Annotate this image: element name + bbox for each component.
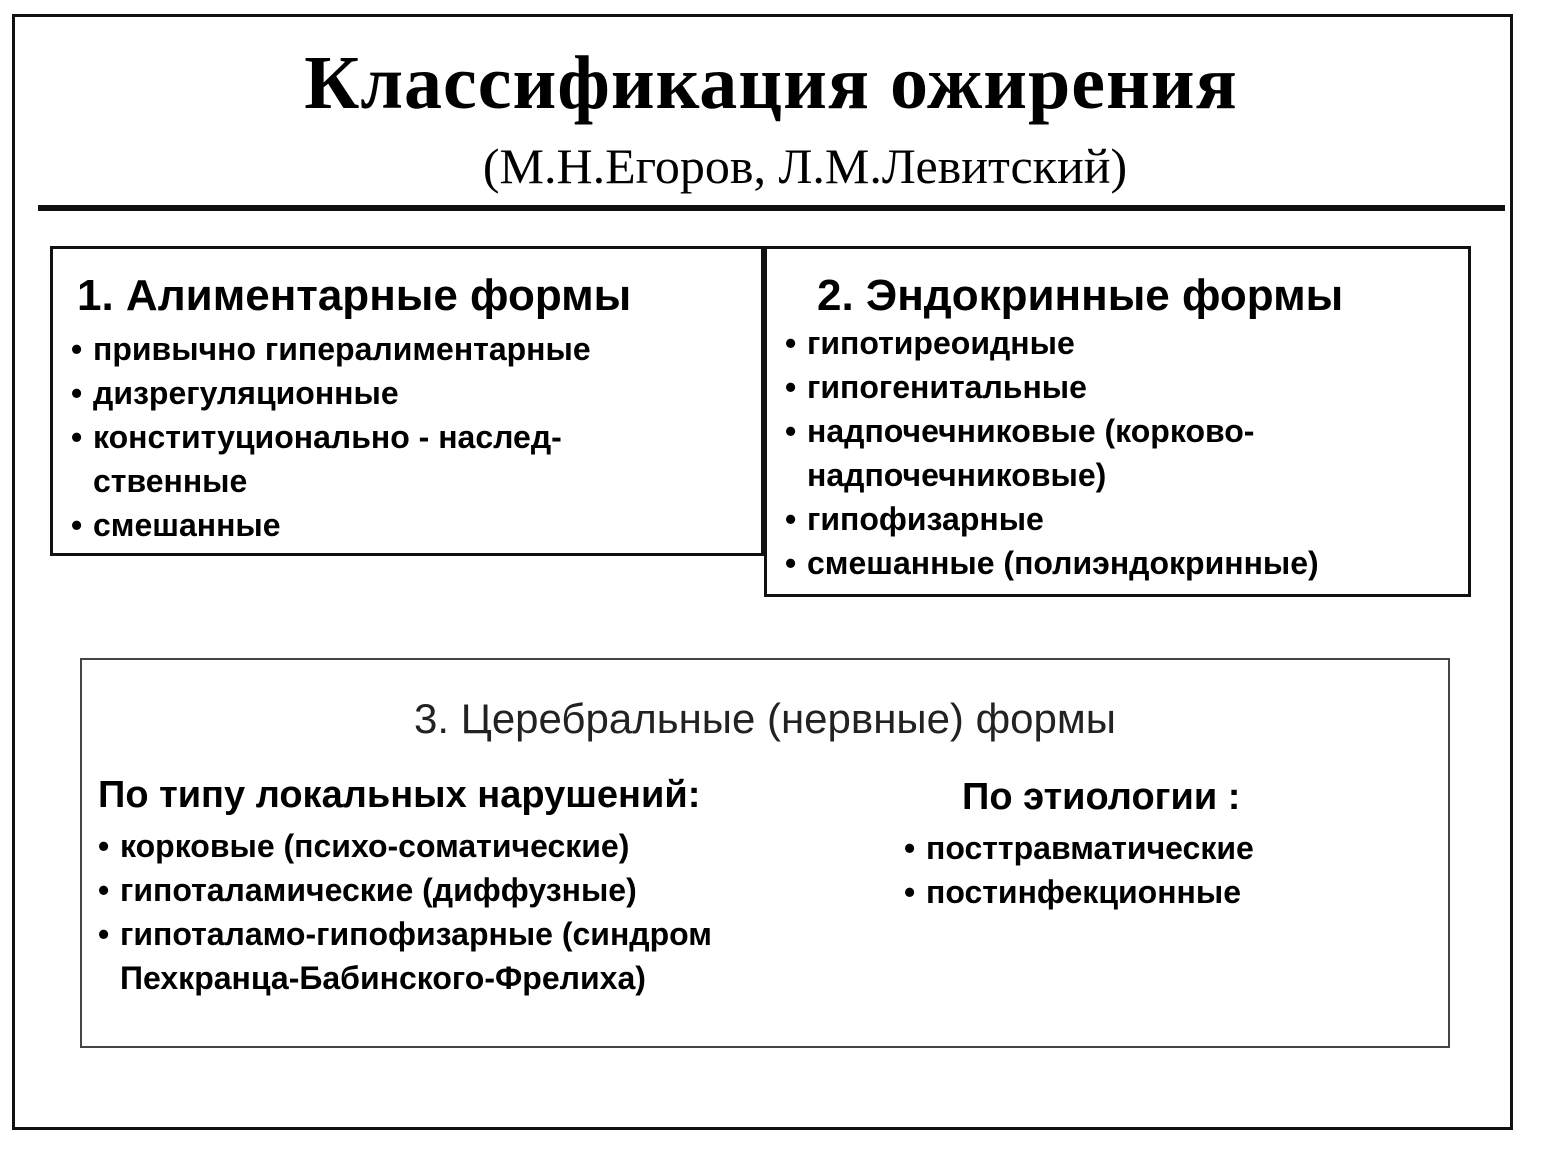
list-item: • гипоталамические (диффузные) bbox=[98, 868, 798, 912]
list-item: • корковые (психо-соматические) bbox=[98, 824, 798, 868]
etiology-heading: По этиологии : bbox=[962, 776, 1241, 818]
bullet-icon: • bbox=[98, 872, 110, 908]
bullet-icon: • bbox=[904, 874, 916, 910]
list-item: • гипогенитальные bbox=[785, 365, 1465, 409]
cerebral-heading: 3. Церебральные (нервные) формы bbox=[414, 695, 1116, 742]
alimentary-heading: 1. Алиментарные формы bbox=[77, 271, 632, 320]
list-item: • конституционально - наслед-ственные bbox=[71, 415, 653, 503]
page-subtitle: (М.Н.Егоров, Л.М.Левитский) bbox=[482, 138, 1128, 194]
title-divider bbox=[38, 205, 1505, 211]
endocrine-heading: 2. Эндокринные формы bbox=[817, 271, 1344, 320]
list-item: • надпочечниковые (корково- надпочечниковые) bbox=[785, 409, 1367, 497]
list-item: • смешанные bbox=[71, 503, 751, 547]
etiology-list bbox=[904, 826, 1424, 914]
alimentary-forms-box bbox=[50, 246, 764, 556]
list-item: • гипотиреоидные bbox=[785, 321, 1465, 365]
cerebral-forms-box bbox=[80, 658, 1450, 1048]
bullet-icon: • bbox=[785, 545, 797, 581]
bullet-icon: • bbox=[71, 507, 83, 543]
bullet-icon: • bbox=[98, 828, 110, 864]
bullet-icon: • bbox=[785, 325, 797, 361]
bullet-icon: • bbox=[71, 419, 83, 455]
list-item: • постинфекционные bbox=[904, 870, 1424, 914]
bullet-icon: • bbox=[785, 501, 797, 537]
list-item: • привычно гипералиментарные bbox=[71, 327, 751, 371]
list-item: • смешанные (полиэндокринные) bbox=[785, 541, 1465, 585]
bullet-icon: • bbox=[71, 375, 83, 411]
page-title: Классификация ожирения bbox=[304, 41, 1238, 125]
alimentary-list bbox=[71, 327, 751, 547]
endocrine-list bbox=[785, 321, 1465, 585]
local-disorders-heading: По типу локальных нарушений: bbox=[98, 774, 701, 816]
list-item: • дизрегуляционные bbox=[71, 371, 751, 415]
bullet-icon: • bbox=[904, 830, 916, 866]
bullet-icon: • bbox=[785, 413, 797, 449]
bullet-icon: • bbox=[71, 331, 83, 367]
list-item: • посттравматические bbox=[904, 826, 1424, 870]
endocrine-forms-box bbox=[764, 246, 1471, 597]
bullet-icon: • bbox=[785, 369, 797, 405]
local-disorders-list bbox=[98, 824, 798, 1000]
bullet-icon: • bbox=[98, 916, 110, 952]
list-item: • гипофизарные bbox=[785, 497, 1465, 541]
list-item: • гипоталамо-гипофизарные (синдром Пехкранца-Бабинского-Фрелиха) bbox=[98, 912, 760, 1000]
